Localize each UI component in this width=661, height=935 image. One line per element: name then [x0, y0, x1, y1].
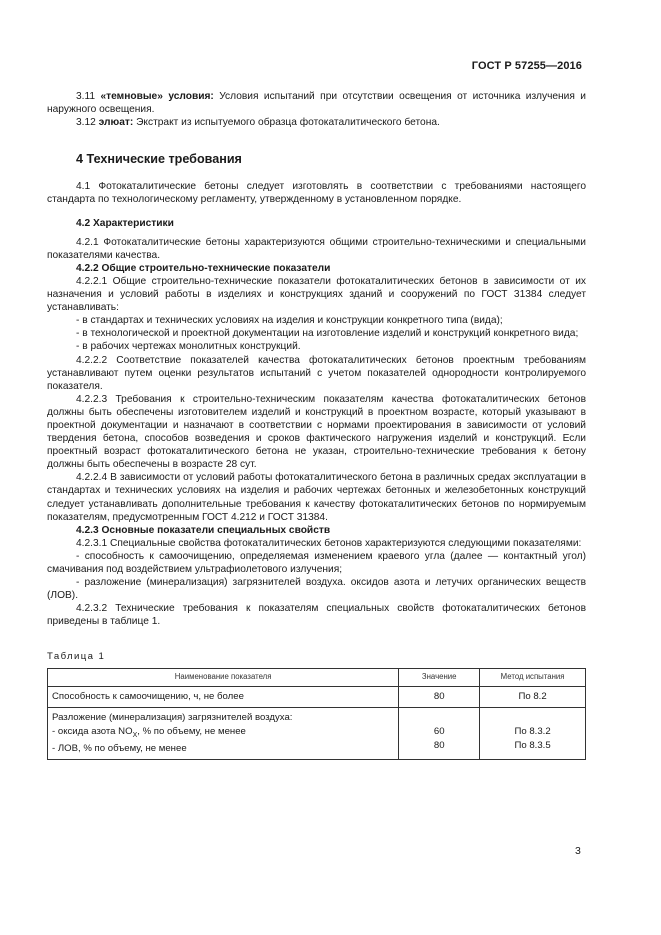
- paragraph-4-2-2-1: 4.2.2.1 Общие строительно-технические показатели фотокаталитических бетонов в зависимости от их назначения и условий работы в изделиях и конструкциях зданий и сооружений по ГОСТ 31384 следует устанавливать:: [47, 275, 586, 314]
- cell-value: 60: [433, 725, 445, 737]
- definition-3-11: [47, 90, 586, 116]
- table-row: [48, 707, 586, 760]
- paragraph-4-2-2-4: 4.2.2.4 В зависимости от условий работы фотокаталитического бетона в различных средах эксплуатации в стандартах и технических условиях на изделия и рабочих чертежах бетонных и железобетонных конструкций следует устанавливать дополнительные требования к качеству фотокаталитических бетонов по нормируемым показателям, предусмотренным ГОСТ 4.212 и ГОСТ 31384.: [47, 472, 586, 523]
- subsection-heading: 4.2.3 Основные показатели специальных свойств: [76, 524, 331, 536]
- document-body: [47, 90, 586, 760]
- column-header: Метод испытания: [480, 668, 586, 686]
- definition-term: «темновые» условия:: [100, 91, 214, 102]
- cell-value: По 8.3.2: [514, 725, 551, 737]
- table-cell: Способность к самоочищению, ч, не более: [48, 686, 399, 707]
- table-row: [48, 686, 586, 707]
- subscript: X: [132, 731, 138, 739]
- list-item: - способность к самоочищению, определяемая изменением краевого угла (далее — контактный угол) смачивания под воздействием ультрафиолетового излучения;: [47, 550, 586, 575]
- paragraph-4-2-2-2: 4.2.2.2 Соответствие показателей качества фотокаталитических бетонов проектным требованиям устанавливают путем оценки результатов испытаний с учетом показателей однородности контролируемого показателя.: [47, 354, 586, 392]
- definition-text: Условия испытаний при отсутствии освещения от источника излучения и наружного освещения.: [47, 91, 586, 116]
- paragraph-4-2-3-2: 4.2.3.2 Технические требования к показателям специальных свойств фотокаталитических бетонов приведены в таблице 1.: [47, 603, 586, 628]
- table-header-row: [48, 668, 586, 686]
- table-caption: Таблица 1: [47, 651, 106, 663]
- subsection-heading: 4.2.2 Общие строительно-технические показатели: [76, 262, 331, 274]
- definition-text: Экстракт из испытуемого образца фотокаталитического бетона.: [133, 117, 440, 129]
- row-title: Разложение (минерализация) загрязнителей воздуха:: [52, 711, 293, 723]
- table-cell: [48, 707, 399, 760]
- column-header: Значение: [399, 668, 480, 686]
- column-header: Наименование показателя: [48, 668, 399, 686]
- paragraph-4-1: 4.1 Фотокаталитические бетоны следует изготовлять в соответствии с требованиями настоящего стандарта по технологическому регламенту, утвержденному в установленном порядке.: [47, 181, 586, 206]
- subitem-text: , % по объему, не менее: [137, 725, 246, 737]
- table-cell: [399, 707, 480, 760]
- paragraph-4-2-3-1: 4.2.3.1 Специальные свойства фотокаталитических бетонов характеризуются следующими показателями:: [76, 537, 582, 549]
- definition-3-12: [47, 116, 586, 129]
- definition-term: элюат:: [98, 117, 134, 129]
- paragraph-4-2-1: 4.2.1 Фотокаталитические бетоны характеризуются общими строительно-техническими и специальными показателями качества.: [47, 236, 586, 261]
- section-heading: 4 Технические требования: [76, 152, 242, 167]
- list-item: - в технологической и проектной документации на изготовление изделий и конструкций конкретного вида;: [76, 328, 579, 340]
- list-item: - в рабочих чертежах монолитных конструкций.: [76, 341, 301, 353]
- list-item: - в стандартах и технических условиях на изделия и конструкции конкретного типа (вида);: [76, 315, 503, 327]
- definition-number: 3.11: [76, 91, 101, 102]
- paragraph-4-2-2-3: 4.2.2.3 Требования к строительно-техническим показателям качества фотокаталитических бетонов должны быть обеспечены изготовителем изделий и конструкций в проектном возрасте, который указывают в проектной документации и назначают в соответствии с нормами проектирования в зависимости от условий твердения бетона, способов возведения и сроков фактического нагружения изделий и конструкций. Если проектный возраст фотокаталитического бетона не указан, строительно-технические требования к бетону должны быть обеспечены в возрасте 28 сут.: [47, 393, 586, 471]
- requirements-table: [47, 668, 586, 761]
- table-cell: [480, 707, 586, 760]
- list-item: - разложение (минерализация) загрязнителей воздуха. оксидов азота и летучих органических веществ (ЛОВ).: [47, 577, 586, 602]
- table-cell: 80: [399, 686, 480, 707]
- page-number: 3: [575, 845, 581, 857]
- subsection-heading: 4.2 Характеристики: [76, 217, 174, 229]
- cell-value: 80: [433, 739, 445, 751]
- row-subitem: [52, 725, 394, 743]
- table-cell: По 8.2: [480, 686, 586, 707]
- subitem-text: - оксида азота NO: [52, 725, 133, 737]
- definition-number: 3.12: [76, 117, 99, 129]
- document-header: ГОСТ Р 57255—2016: [471, 60, 582, 72]
- cell-value: По 8.3.5: [514, 739, 551, 751]
- row-subitem: - ЛОВ, % по объему, не менее: [52, 743, 187, 755]
